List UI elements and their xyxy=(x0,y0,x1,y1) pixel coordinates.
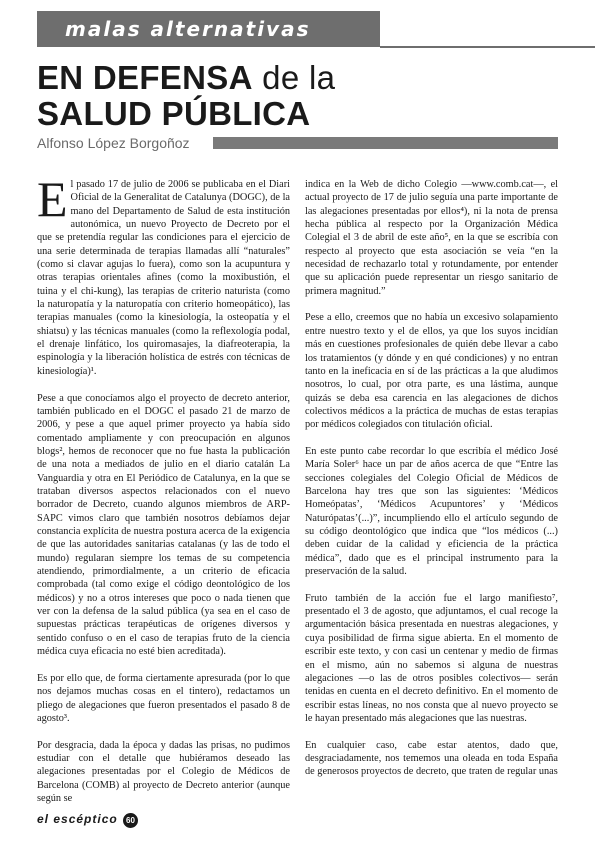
magazine-name: el escéptico xyxy=(37,812,118,826)
author-name: Alfonso López Borgoñoz xyxy=(37,135,190,151)
section-label: malas alternativas xyxy=(65,17,311,41)
paragraph: Fruto también de la acción fue el largo manifiesto⁷, presentado el 3 de agosto, que adjuntamos, el cual recoge la argumentación básica presentada en nuestras alegaciones, y cuya posibilidad de firma sigue abierta. En el momento de escribir este texto, y con casi un centenar y medio de firmas en el mismo, aún no sabemos si alguna de nuestras alegaciones —o las de otros posibles colectivos— serán tenidas en cuenta en el decreto definitivo. En el momento de escribir estas líneas, no nos consta que al nuevo proyecto se le hayan presentado más alegaciones que las nuestras. xyxy=(305,592,558,724)
paragraph: En cualquier caso, cabe estar atentos, dado que, desgraciadamente, nos tememos una oleada en toda España de generosos proyectos de decreto, que traten de regular unas xyxy=(305,739,558,778)
right-column xyxy=(305,178,558,792)
title-part-2: de la xyxy=(252,59,336,96)
left-column xyxy=(37,171,290,819)
paragraph: Pese a que conocíamos algo el proyecto de decreto anterior, también publicado en el DOGC el pasado 21 de marzo de 2006, y pese a que aquel primer proyecto ya había sido comentado ampliamente y con preocupación en algunos blogs², hemos de reconocer que no fue hasta la publicación de una nota a mediados de julio en el diario catalán La Vanguardia y otra en El Periódico de Catalunya, en la que se trataban diversos aspectos relacionados con el nuevo borrador de Decreto, cuando algunos miembros de ARP-SAPC vimos claro que también nosotros debíamos dejar constancia explícita de nuestra postura acerca de la exigencia de que las autoridades sanitarias catalanas (y las de todo el mundo) regularan siempre los temas de su competencia atendiendo, primordialmente, a un criterio de eficacia comprobada (tal como exige el código deontológico de los médicos) y no a otros intereses que poco o nada tienen que ver con la defensa de la salud pública (ya sea en el caso de supuestas prácticas terapéuticas de orígenes diversos y sentido confuso o en el caso de terapias fruto de la ciencia médica cuya eficacia no esté bien acreditada). xyxy=(37,392,290,658)
drop-cap: E xyxy=(37,171,68,227)
section-banner xyxy=(37,11,380,47)
title-part-1: EN DEFENSA xyxy=(37,59,253,96)
author-divider xyxy=(213,137,558,149)
paragraph: indica en la Web de dicho Colegio —www.comb.cat—, el actual proyecto de 17 de julio seguía una parte importante de las alegaciones presentadas por ellos⁴), ni la nota de prensa hecha pública al respecto por la Organización Médica Colegial el 3 de abril de este año⁵, en la que se escribía con respecto al proyecto que esta asociación se veía “en la necesidad de rechazarlo total y rotundamente, por entender que su aplicación puede representar un riesgo sanitario de primera magnitud.” xyxy=(305,179,558,297)
title-part-3: SALUD PÚBLICA xyxy=(37,95,311,132)
page-number: 60 xyxy=(123,813,138,828)
section-divider xyxy=(380,46,595,48)
paragraph: Por desgracia, dada la época y dadas las prisas, no pudimos estudiar con el detalle que hubiéramos deseado las alegaciones presentadas por el Colegio de Médicos de Barcelona (COMB) al proyecto de Decreto anterior (aunque según se xyxy=(37,739,290,804)
paragraph: Es por ello que, de forma ciertamente apresurada (por lo que nos dejamos muchas cosas en el tintero), redactamos un pliego de alegaciones que fueron presentados el pasado 8 de agosto³. xyxy=(37,672,290,724)
paragraph: Pese a ello, creemos que no había un excesivo solapamiento entre nuestro texto y el de ellos, ya que los suyos incidían más en cuestiones profesionales de quién debe llevar a cabo los tratamientos (y dónde y en qué condiciones) y no entran tanto en la ineficacia en sí de las prácticas a la que aludimos nosotros, lo cual, por otra parte, es una lástima, aunque quizás se deba esa carencia en las alegaciones de dichos colectivos médicos a la práctica de muchas de estas terapias por médicos colegiados con titulación oficial. xyxy=(305,312,558,431)
article-title xyxy=(37,60,335,132)
paragraph xyxy=(37,171,290,378)
paragraph: En este punto cabe recordar lo que escribía el médico José María Soler⁶ hace un par de años acerca de que “Entre las secciones colegiales del Colegio Oficial de Médicos de Barcelona hay tres que son las siguientes: ‘Médicos Homeópatas’, ‘Médicos Acupuntores’ y ‘Médicos Naturópatas’(...)”, incumpliendo ello el artículo segundo de su código deontológico que indica que “los médicos (...) deben cuidar de la calidad y eficiencia de la práctica médica”, dado que es el principal instrumento para la preservación de la salud. xyxy=(305,445,558,578)
paragraph-text: l pasado 17 de julio de 2006 se publicaba en el Diari Oficial de la Generalitat de Catalunya (DOGC), de la mano del Departamento de Salud de esta institución autonómica, un nuevo Proyecto de Decreto por el que se pretendía regular las condiciones para el ejercicio de una serie determinada de terapias llamadas allí “naturales” (como si clavar agujas lo fuera), como son la acupuntura y otras terapias orientales afines (como la moxibustión, el tuina y el chi-kung), las terapias de criterio naturista (como la naturopatía y la naturopatía con criterio homeopático), las terapias manuales (como la kinesiología, la osteopatía y el shiatsu) y las técnicas manuales (como la reflexología podal, el drenaje linfático, los quiromasajes, la diafreoterapia, la espinología y la liberación holística de estrés con técnicas de kinesiología)¹. xyxy=(37,179,290,377)
